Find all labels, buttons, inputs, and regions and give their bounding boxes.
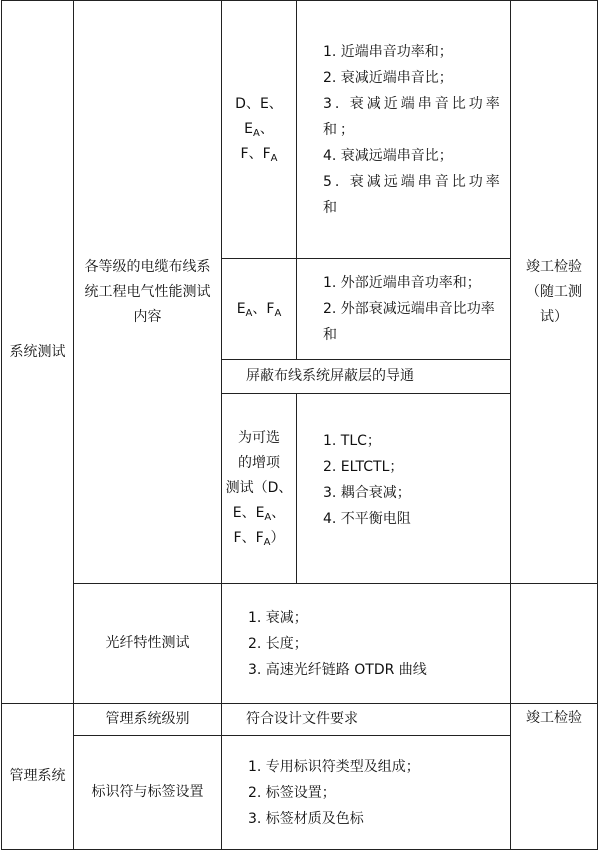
list-item: 1. 近端串音功率和； bbox=[323, 43, 453, 60]
grade-group-1-line-2: F、$F_A$ bbox=[240, 146, 278, 164]
management-level-cell bbox=[74, 704, 222, 736]
list-item: 3. 标签材质及色标 bbox=[248, 810, 364, 827]
list-item: 2. ELTCTL； bbox=[323, 459, 404, 475]
system-test-cell bbox=[2, 1, 74, 704]
grade-group-3-cell bbox=[222, 394, 297, 584]
grade-group-3-line-4: E、$E_A$、 bbox=[232, 505, 286, 523]
management-level-value-cell bbox=[222, 704, 511, 736]
grade-group-3-line-5: F、$F_A$） bbox=[233, 530, 285, 548]
group-3-item-list bbox=[301, 428, 506, 532]
list-item: 1. 专用标识符类型及组成； bbox=[248, 758, 420, 775]
list-item: 5. 衰减远端串音比功率和 bbox=[323, 173, 503, 216]
list-item: 3. 衰减近端串音比功率和； bbox=[323, 95, 503, 138]
shield-row-label: 屏蔽布线系统屏蔽层的导通 bbox=[246, 368, 414, 384]
management-level-label: 管理系统级别 bbox=[105, 711, 190, 727]
grade-group-1-cell bbox=[222, 1, 297, 259]
fiber-cell bbox=[74, 584, 222, 704]
list-item: 3. 耦合衰减； bbox=[323, 485, 411, 501]
labels-cell bbox=[74, 736, 222, 850]
inspection-cell-1 bbox=[511, 1, 598, 584]
grade-group-1-line-1: D、E、$E_A$、 bbox=[235, 96, 283, 139]
grade-group-3-line-1: 为可选 bbox=[238, 430, 280, 446]
grade-group-3-line-3: 测试（D、 bbox=[225, 480, 293, 496]
list-item: 2. 衰减近端串音比； bbox=[323, 69, 453, 86]
management-label: 管理系统 bbox=[9, 768, 66, 784]
fiber-inspection-empty bbox=[511, 584, 598, 704]
inspection-cell-2 bbox=[511, 704, 598, 850]
management-level-value: 符合设计文件要求 bbox=[246, 711, 358, 727]
labels-item-list bbox=[226, 754, 506, 832]
system-test-label: 系统测试 bbox=[9, 343, 66, 360]
cable-perf-cell bbox=[74, 1, 222, 584]
management-cell bbox=[2, 704, 74, 850]
list-item: 2. 标签设置； bbox=[248, 784, 336, 801]
fiber-label: 光纤特性测试 bbox=[105, 635, 190, 651]
labels-items-cell bbox=[222, 736, 511, 850]
grade-group-3-line-2: 的增项 bbox=[238, 455, 280, 471]
fiber-item-list bbox=[226, 605, 506, 683]
group-1-item-list bbox=[301, 39, 506, 221]
inspection-label-2: 竣工检验 bbox=[526, 710, 582, 726]
inspection-label-1: 竣工检验（随工测试） bbox=[526, 258, 582, 325]
list-item: 1. TLC； bbox=[323, 433, 381, 449]
fiber-items-cell bbox=[222, 584, 511, 704]
list-item: 4. 不平衡电阻 bbox=[323, 511, 411, 527]
group-3-items-cell bbox=[297, 394, 511, 584]
group-1-items-cell bbox=[297, 1, 511, 259]
list-item: 4. 衰减远端串音比； bbox=[323, 147, 453, 164]
shield-row-cell bbox=[222, 360, 511, 394]
list-item: 1. 衰减； bbox=[248, 609, 308, 626]
grade-group-2-label: $E_A$、$F_A$ bbox=[236, 300, 282, 319]
cable-perf-label: 各等级的电缆布线系统工程电气性能测试内容 bbox=[84, 258, 211, 325]
labels-label: 标识符与标签设置 bbox=[91, 784, 204, 800]
list-item: 1. 外部近端串音功率和； bbox=[323, 275, 481, 291]
inspection-table bbox=[1, 0, 598, 850]
group-2-item-list bbox=[301, 270, 506, 348]
grade-group-2-cell bbox=[222, 259, 297, 360]
list-item: 3. 高速光纤链路 OTDR 曲线 bbox=[248, 661, 427, 678]
list-item: 2. 长度； bbox=[248, 635, 308, 652]
list-item: 2. 外部衰减远端串音比功率和 bbox=[323, 301, 495, 343]
group-2-items-cell bbox=[297, 259, 511, 360]
